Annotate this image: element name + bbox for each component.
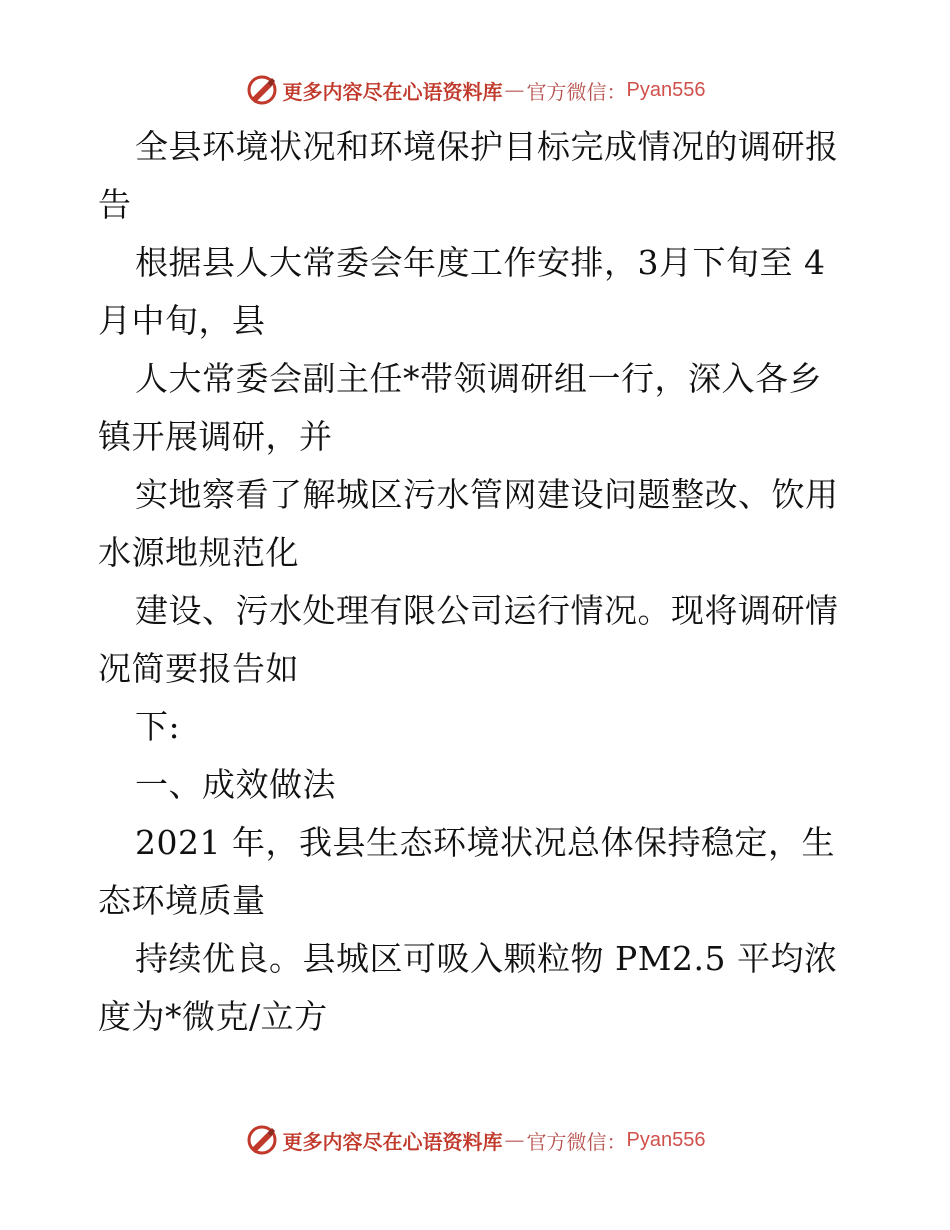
paragraph-line: 况简要报告如 [98,649,299,688]
watermark-dash: — [504,78,525,102]
watermark-side-text: 官方微信： [526,79,627,104]
watermark-dash: — [504,1128,525,1152]
watermark-main-text: 更多内容尽在心语资料库 [282,1129,503,1154]
paragraph-line: 持续优良。县城区可吸入颗粒物 PM2.5 平均浓 [135,939,838,978]
watermark-header [0,70,950,110]
paragraph-line: 下: [135,707,181,746]
watermark-id: Pyan556 [626,78,706,101]
paragraph-line: 人大常委会副主任*带领调研组一行，深入各乡 [135,359,822,398]
watermark-footer [0,1120,950,1160]
paragraph-line: 镇开展调研，并 [98,417,333,456]
section-heading: 一、成效做法 [135,765,336,804]
watermark-main-text: 更多内容尽在心语资料库 [282,79,503,104]
paragraph-line: 根据县人大常委会年度工作安排，3月下旬至 4 [135,243,826,282]
paragraph-line: 水源地规范化 [98,533,299,572]
document-body [98,118,858,1046]
paragraph-line: 度为*微克/立方 [98,997,328,1036]
title-line-1: 全县环境状况和环境保护目标完成情况的调研报 [135,127,839,166]
watermark-side-text: 官方微信： [526,1129,627,1154]
paragraph-line: 实地察看了解城区污水管网建设问题整改、饮用 [135,475,839,514]
pen-logo-icon [245,73,279,107]
pen-logo-icon [245,1123,279,1157]
watermark-id: Pyan556 [626,1128,706,1151]
paragraph-line: 月中旬，县 [98,301,266,340]
title-line-2: 告 [98,185,132,224]
paragraph-line: 建设、污水处理有限公司运行情况。现将调研情 [135,591,839,630]
paragraph-line: 2021 年，我县生态环境状况总体保持稳定，生 [135,823,835,862]
paragraph-line: 态环境质量 [98,881,266,920]
